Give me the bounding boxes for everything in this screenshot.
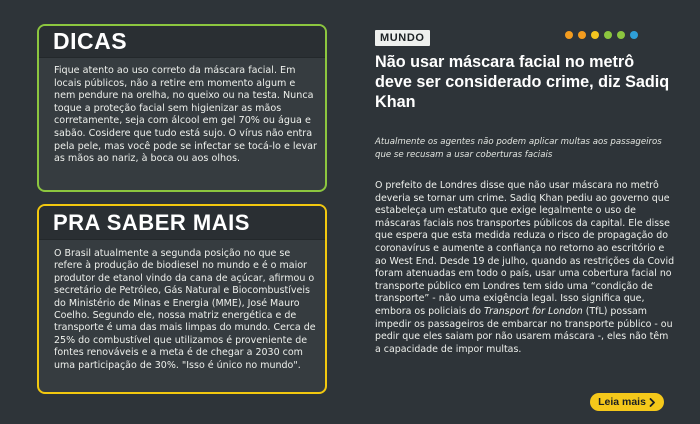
article-subtitle: Atualmente os agentes não podem aplicar multas aos passageiros que se recusam a usar coberturas faciais [375, 137, 662, 160]
dicas-title: DICAS [53, 28, 128, 54]
read-more-button[interactable] [590, 393, 664, 411]
color-dots [565, 31, 638, 39]
dicas-card [37, 24, 327, 192]
chevron-right-icon [649, 398, 656, 407]
section-tag[interactable]: MUNDO [375, 30, 430, 46]
dot-green-1 [604, 31, 612, 39]
pra-saber-mais-card [37, 204, 327, 394]
article-body [375, 180, 675, 356]
article-body-italic: Transport for London [484, 305, 583, 317]
read-more-label: Leia mais [598, 396, 646, 408]
pra-saber-mais-text: O Brasil atualmente a segunda posição no que se refere à produção de biodiesel no mundo e é o maior produtor de etanol vindo da cana de açúcar, afirmou o secretário de Petróleo, Gás Natural e Biocombustíveis do Ministério de Minas e Energia (MME), José Mauro Coelho. Segundo ele, nossa matriz energética e de transporte é uma das mais limpas do mundo. Cerca de 25% do combustível que utilizamos é proveniente de fontes renováveis e a meta é de chegar a 2030 com uma participação de 30%. "Isso é único no mundo". [54, 248, 316, 371]
dot-yellow [591, 31, 599, 39]
dot-orange-1 [565, 31, 573, 39]
pra-saber-mais-title: PRA SABER MAIS [53, 209, 250, 235]
article-headline[interactable]: Não usar máscara facial no metrô deve ser considerado crime, diz Sadiq Khan [375, 53, 670, 111]
dot-blue [630, 31, 638, 39]
article-body-part2: (TfL) possam impedir os passageiros de embarcar no transporte público - ou pedir que eles saiam por não usarem máscara -, eles não têm a capacidade de impor multas. [375, 305, 673, 355]
pra-saber-mais-header [39, 206, 325, 240]
dicas-text: Fique atento ao uso correto da máscara facial. Em locais públicos, não a retire em momento algum e nem pendure na orelha, no queixo ou na testa. Nunca toque a proteção facial sem higienizar as mãos corretamente, seja com álcool em gel 70% ou água e sabão. Cosidere que tudo está sujo. O vírus não entra pela pele, mas você pode se infectar se tocá-lo e levar as mãos ao nariz, à boca ou aos olhos. [54, 65, 317, 165]
article-body-part1: O prefeito de Londres disse que não usar máscara no metrô deveria se tornar um crime. Sadiq Khan pediu ao governo que estabeleça um estatuto que exige legalmente o uso de máscaras faciais nos transportes públicos da capital. Ele disse que espera que esta medida reduza o risco de propagação do coronavírus e aumente a confiança no retorno ao escritório e ao West End. Desde 19 de julho, quando as restrições da Covid foram atenuadas em todo o país, usar uma cobertura facial no transporte público em Londres tem sido uma “condição de transporte” - não uma exigência legal. Isso significa que, embora os policiais do [375, 180, 675, 317]
dot-green-2 [617, 31, 625, 39]
dicas-header [39, 26, 325, 58]
dot-orange-2 [578, 31, 586, 39]
